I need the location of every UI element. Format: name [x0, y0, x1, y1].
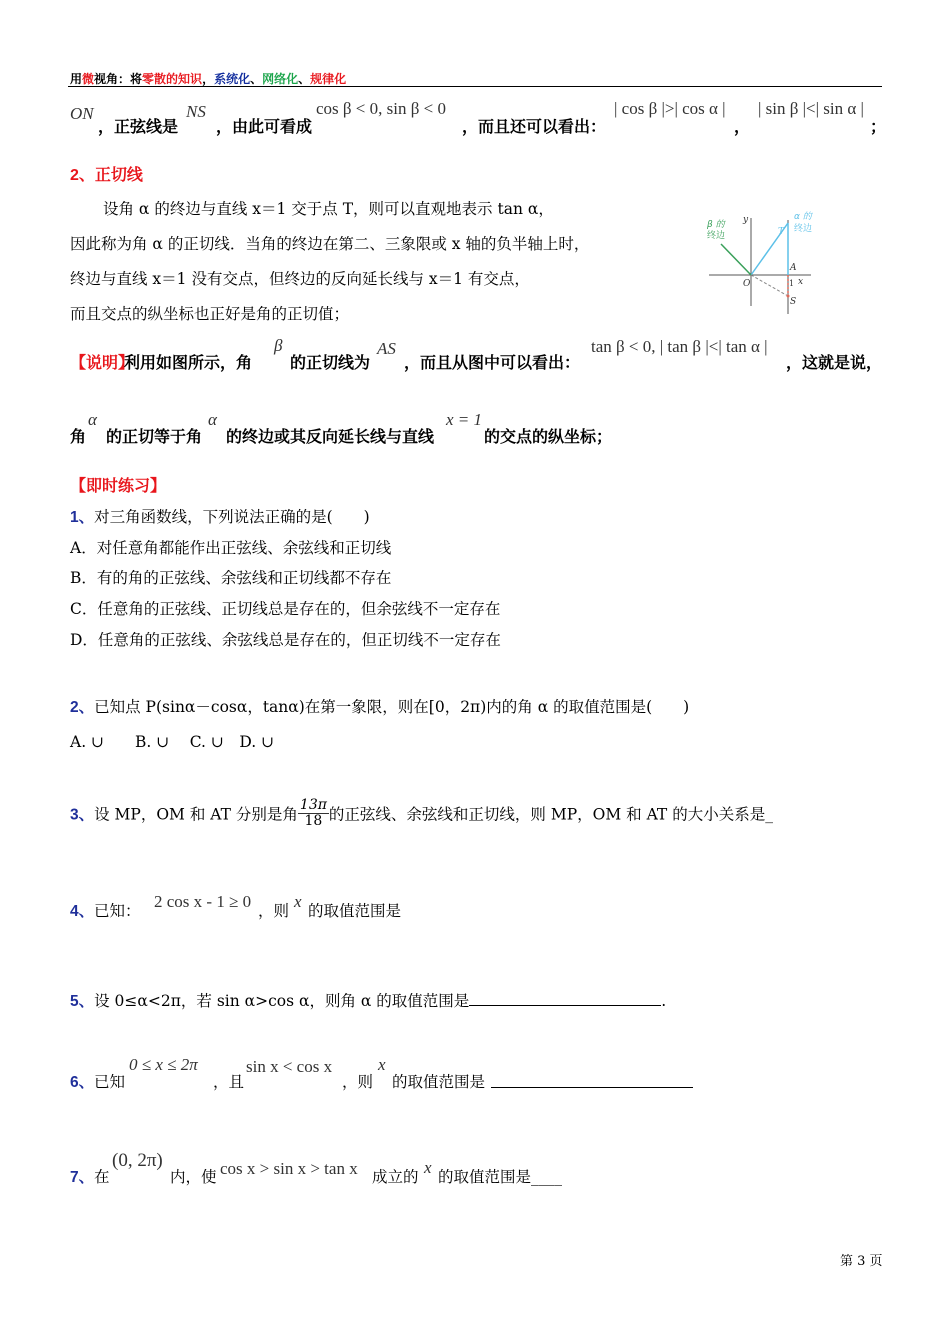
question-7: 7、 在 (0, 2π) 内，使 cos x > sin x > tan x 成立的 x 的取值范围是____ — [70, 1150, 563, 1186]
y-label: y — [743, 215, 749, 225]
alpha-label-1: α 的 — [794, 212, 812, 222]
question-6: 6、 已知 0 ≤ x ≤ 2π ，且 sin x < cos x ，则 x 的取值范围是 — [70, 1055, 710, 1091]
beta-terminal-side — [721, 244, 751, 275]
paragraph-line-3: 终边与直线 x＝1 没有交点，但终边的反向延长线与 x＝1 有交点， — [70, 270, 530, 288]
alpha-label-2: 终边 — [794, 224, 813, 234]
page-number: 第 3 页 — [840, 1254, 883, 1269]
paragraph-line-2: 因此称为角 α 的正切线．当角的终边在第二、三象限或 x 轴的负半轴上时， — [70, 235, 590, 253]
t-label: T — [778, 227, 785, 237]
q1-option-d: D．任意角的正弦线、余弦线总是存在的，但正切线不一定存在 — [70, 631, 501, 649]
beta-label-2: 终边 — [707, 231, 726, 241]
page-header: 用微视角：将零散的知识，系统化、网络化、规律化 — [70, 72, 347, 86]
x-label: x — [798, 277, 804, 287]
question-2: 2、已知点 P(sinα－cosα，tanα)在第一象限，则在[0，2π)内的角 α 的取值范围是( ) — [70, 698, 690, 716]
tangent-line-figure — [703, 206, 821, 316]
beta-reverse-extension — [751, 275, 788, 296]
a-label: A — [790, 263, 797, 273]
question-1: 1、对三角函数线，下列说法正确的是( ) — [70, 508, 370, 526]
q2-options: A. ∪ B. ∪ C. ∪ D. ∪ — [70, 733, 275, 751]
answer-blank[interactable] — [469, 990, 661, 1006]
fraction-13pi-over-18: $\frac{13\pi}{18}$ — [299, 797, 327, 829]
question-4: 4、 已知： 2 cos x - 1 ≥ 0 ，则 x 的取值范围是 — [70, 892, 402, 920]
q1-option-b: B．有的角的正弦线、余弦线和正切线都不存在 — [70, 569, 392, 587]
note-line-1: 【说明】 利用如图所示，角 β 的正切线为 AS ，而且从图中可以看出： tan β < 0, | tan β |<| tan α | ，这就是说， — [70, 336, 883, 372]
beta-label-1: β 的 — [707, 220, 725, 230]
question-3: 3、设 MP，OM 和 AT 分别是角 $\frac{13\pi}{18}$ 的正弦线、余弦线和正切线，则 MP，OM 和 AT 的大小关系是_ — [70, 797, 773, 829]
header-rule — [68, 86, 882, 87]
one-label: 1 — [789, 279, 795, 288]
practice-heading: 【即时练习】 — [70, 478, 167, 495]
answer-blank[interactable] — [491, 1072, 693, 1088]
question-5: 5、设 0≤α<2π，若 sin α>cos α，则角 α 的取值范围是 . — [70, 992, 667, 1010]
s-label: S — [790, 297, 797, 307]
q1-option-a: A．对任意角都能作出正弦线、余弦线和正切线 — [70, 539, 392, 557]
paragraph-line-1: 设角 α 的终边与直线 x＝1 交于点 T，则可以直观地表示 tan α， — [103, 200, 554, 218]
q1-option-c: C．任意角的正弦线、正切线总是存在的，但余弦线不一定存在 — [70, 600, 501, 618]
paragraph-line-4: 而且交点的纵坐标也正好是角的正切值； — [70, 305, 350, 323]
section-heading-tangent: 2、正切线 — [70, 167, 143, 184]
origin-label: O — [743, 279, 751, 289]
note-line-2: 角 α 的正切等于角 α 的终边或其反向延长线与直线 x = 1 的交点的纵坐标； — [70, 410, 613, 446]
